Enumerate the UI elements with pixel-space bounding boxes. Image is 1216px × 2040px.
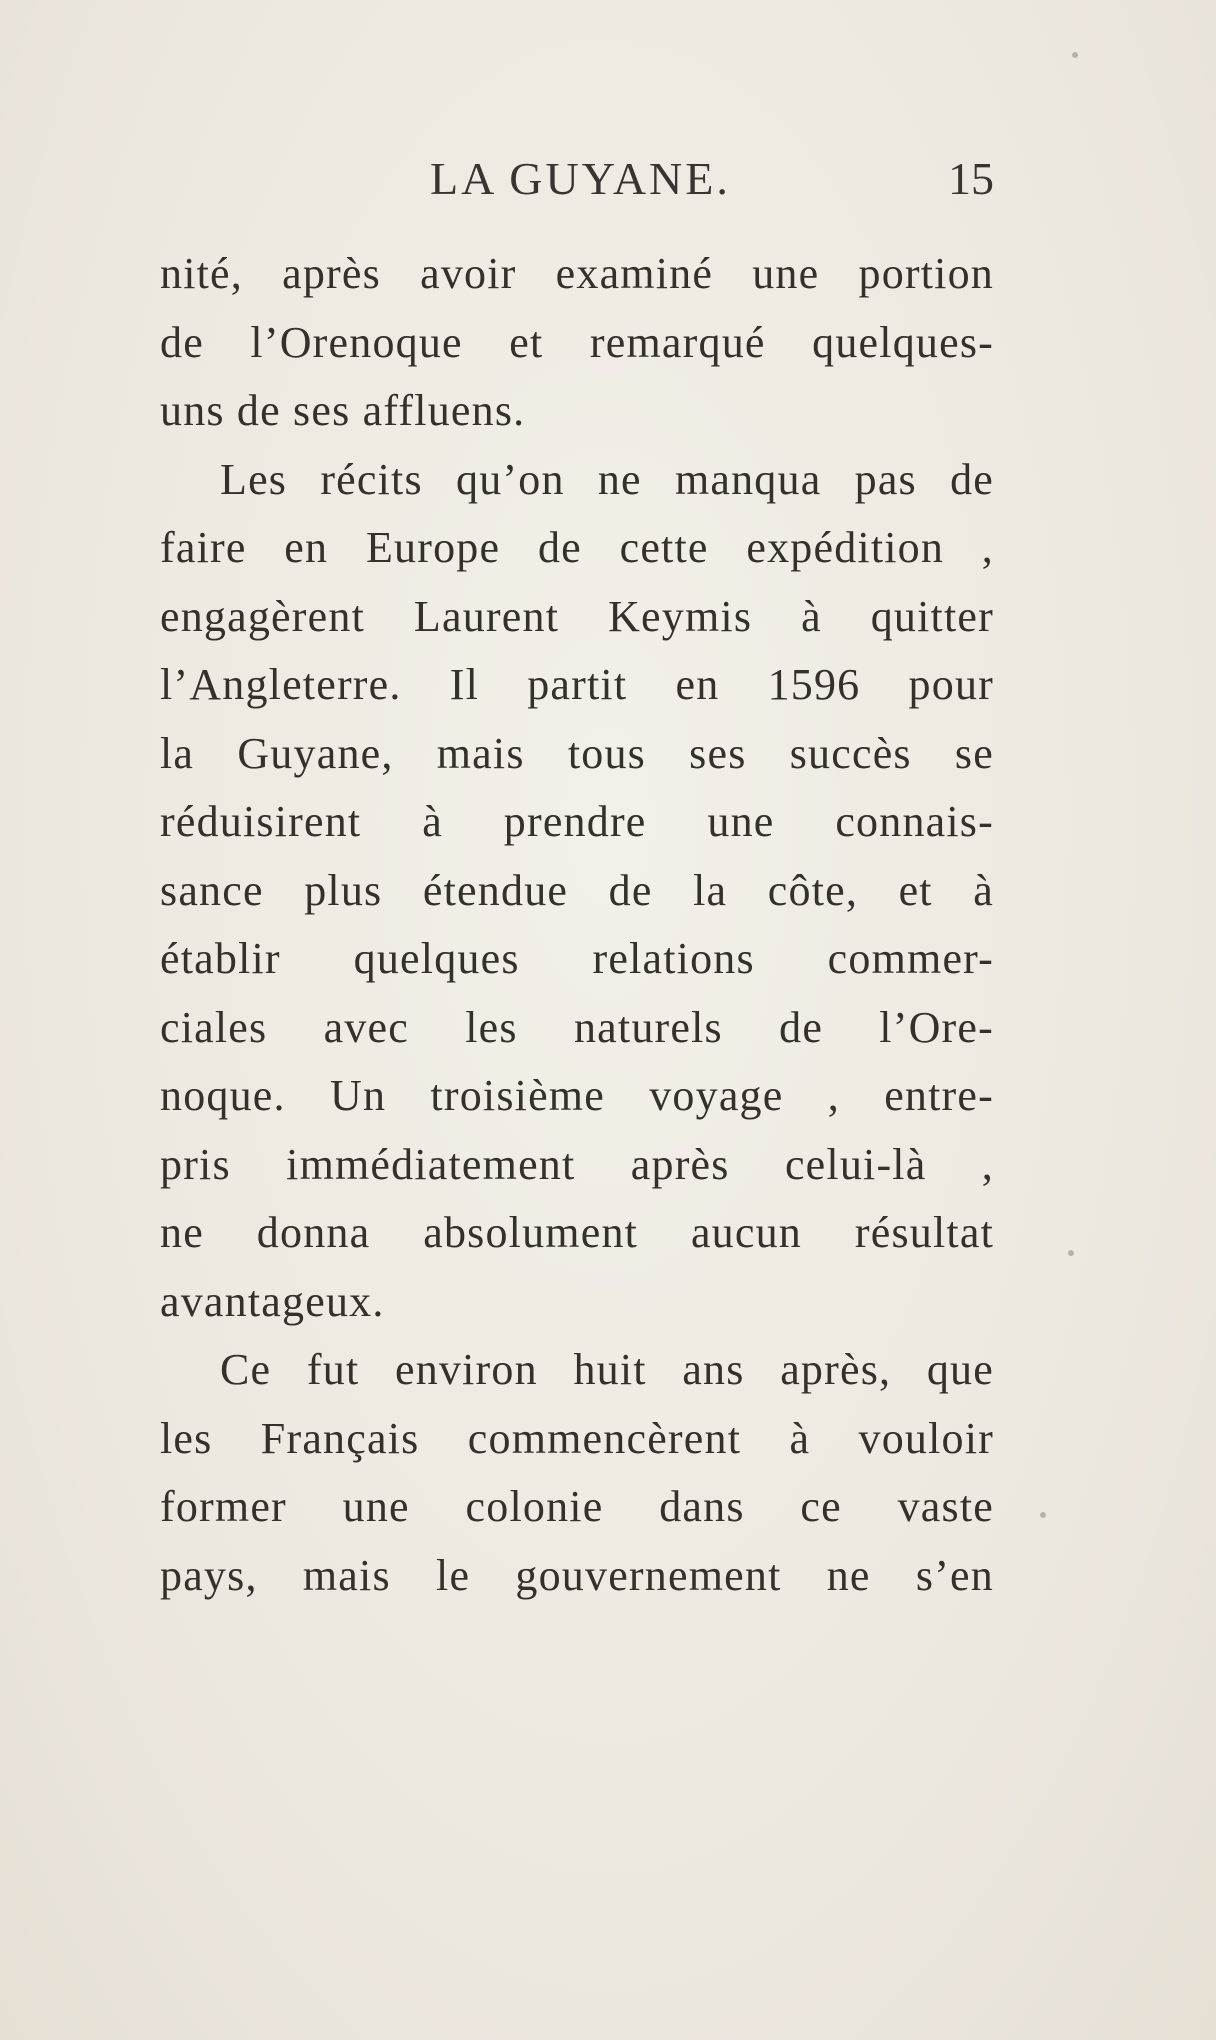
text-line: faire en Europe de cette expédition , [160, 523, 994, 572]
text-line: uns de ses affluens. [160, 386, 526, 435]
text-line: avantageux. [160, 1276, 385, 1326]
paper-speck [1040, 1512, 1046, 1518]
text-line: Les récits qu’on ne manqua pas de [220, 454, 994, 504]
body-text [160, 240, 994, 1610]
text-line: ciales avec les naturels de l’Ore- [160, 1002, 994, 1052]
text-line: noque. Un troisième voyage , entre- [160, 1071, 994, 1120]
text-line: ne donna absolument aucun résultat [160, 1208, 994, 1257]
text-line: nité, après avoir examiné une portion [160, 249, 994, 298]
text-line: réduisirent à prendre une connais- [160, 797, 994, 846]
text-line: pays, mais le gouvernement ne s’en [160, 1550, 994, 1600]
text-line: de l’Orenoque et remarqué quelques- [160, 317, 994, 367]
text-line: former une colonie dans ce vaste [160, 1482, 994, 1531]
text-line: établir quelques relations commer- [160, 934, 994, 983]
paper-speck [1068, 1250, 1074, 1256]
text-line: les Français commencèrent à vouloir [160, 1413, 994, 1463]
running-head [160, 152, 994, 212]
text-line: pris immédiatement après celui-là , [160, 1139, 994, 1189]
paper-speck [1072, 52, 1078, 58]
text-line: sance plus étendue de la côte, et à [160, 865, 994, 915]
running-title: LA GUYANE. [430, 153, 731, 204]
text-line: engagèrent Laurent Keymis à quitter [160, 591, 994, 641]
text-line: la Guyane, mais tous ses succès se [160, 728, 994, 778]
text-line: l’Angleterre. Il partit en 1596 pour [160, 660, 994, 709]
page-number: 15 [948, 153, 994, 204]
text-line: Ce fut environ huit ans après, que [220, 1345, 994, 1394]
